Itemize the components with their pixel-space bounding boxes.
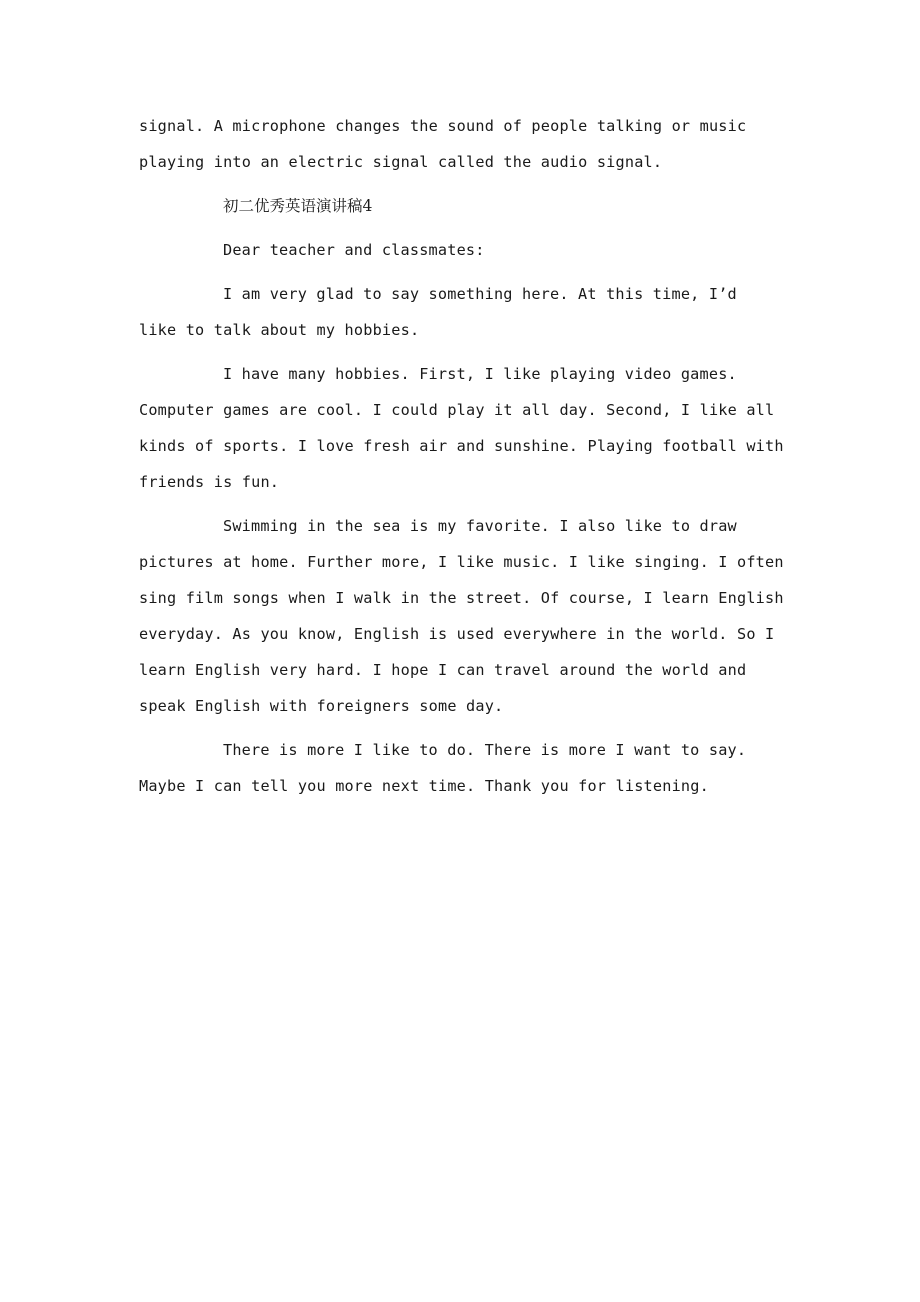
text-line: learn English very hard. I hope I can travel around the world and <box>139 661 747 679</box>
paragraph-2 <box>139 356 784 500</box>
text-line: Maybe I can tell you more next time. Thank you for listening. <box>139 777 709 795</box>
text-line: Computer games are cool. I could play it all day. Second, I like all <box>139 401 775 419</box>
text-line: friends is fun. <box>139 473 280 491</box>
text-line: There is more I like to do. There is more I want to say. <box>223 741 747 759</box>
text-line: like to talk about my hobbies. <box>139 321 420 339</box>
section-heading: 初二优秀英语演讲稿4 <box>223 197 373 215</box>
text-line: everyday. As you know, English is used everywhere in the world. So I <box>139 625 775 643</box>
paragraph-4 <box>139 732 784 804</box>
text-line: I have many hobbies. First, I like playing video games. <box>223 365 737 383</box>
paragraph-3 <box>139 508 784 724</box>
document-page <box>139 108 784 812</box>
text-line: pictures at home. Further more, I like music. I like singing. I often <box>139 553 784 571</box>
text-line: I am very glad to say something here. At this time, I’d <box>223 285 737 303</box>
greeting: Dear teacher and classmates: <box>223 241 485 259</box>
continuation-paragraph <box>139 108 784 180</box>
paragraph-1 <box>139 276 784 348</box>
text-line: kinds of sports. I love fresh air and sunshine. Playing football with <box>139 437 784 455</box>
text-line: signal. A microphone changes the sound of people talking or music <box>139 117 747 135</box>
text-line: sing film songs when I walk in the street. Of course, I learn English <box>139 589 784 607</box>
text-line: playing into an electric signal called the audio signal. <box>139 153 663 171</box>
text-line: Swimming in the sea is my favorite. I also like to draw <box>223 517 737 535</box>
text-line: speak English with foreigners some day. <box>139 697 504 715</box>
